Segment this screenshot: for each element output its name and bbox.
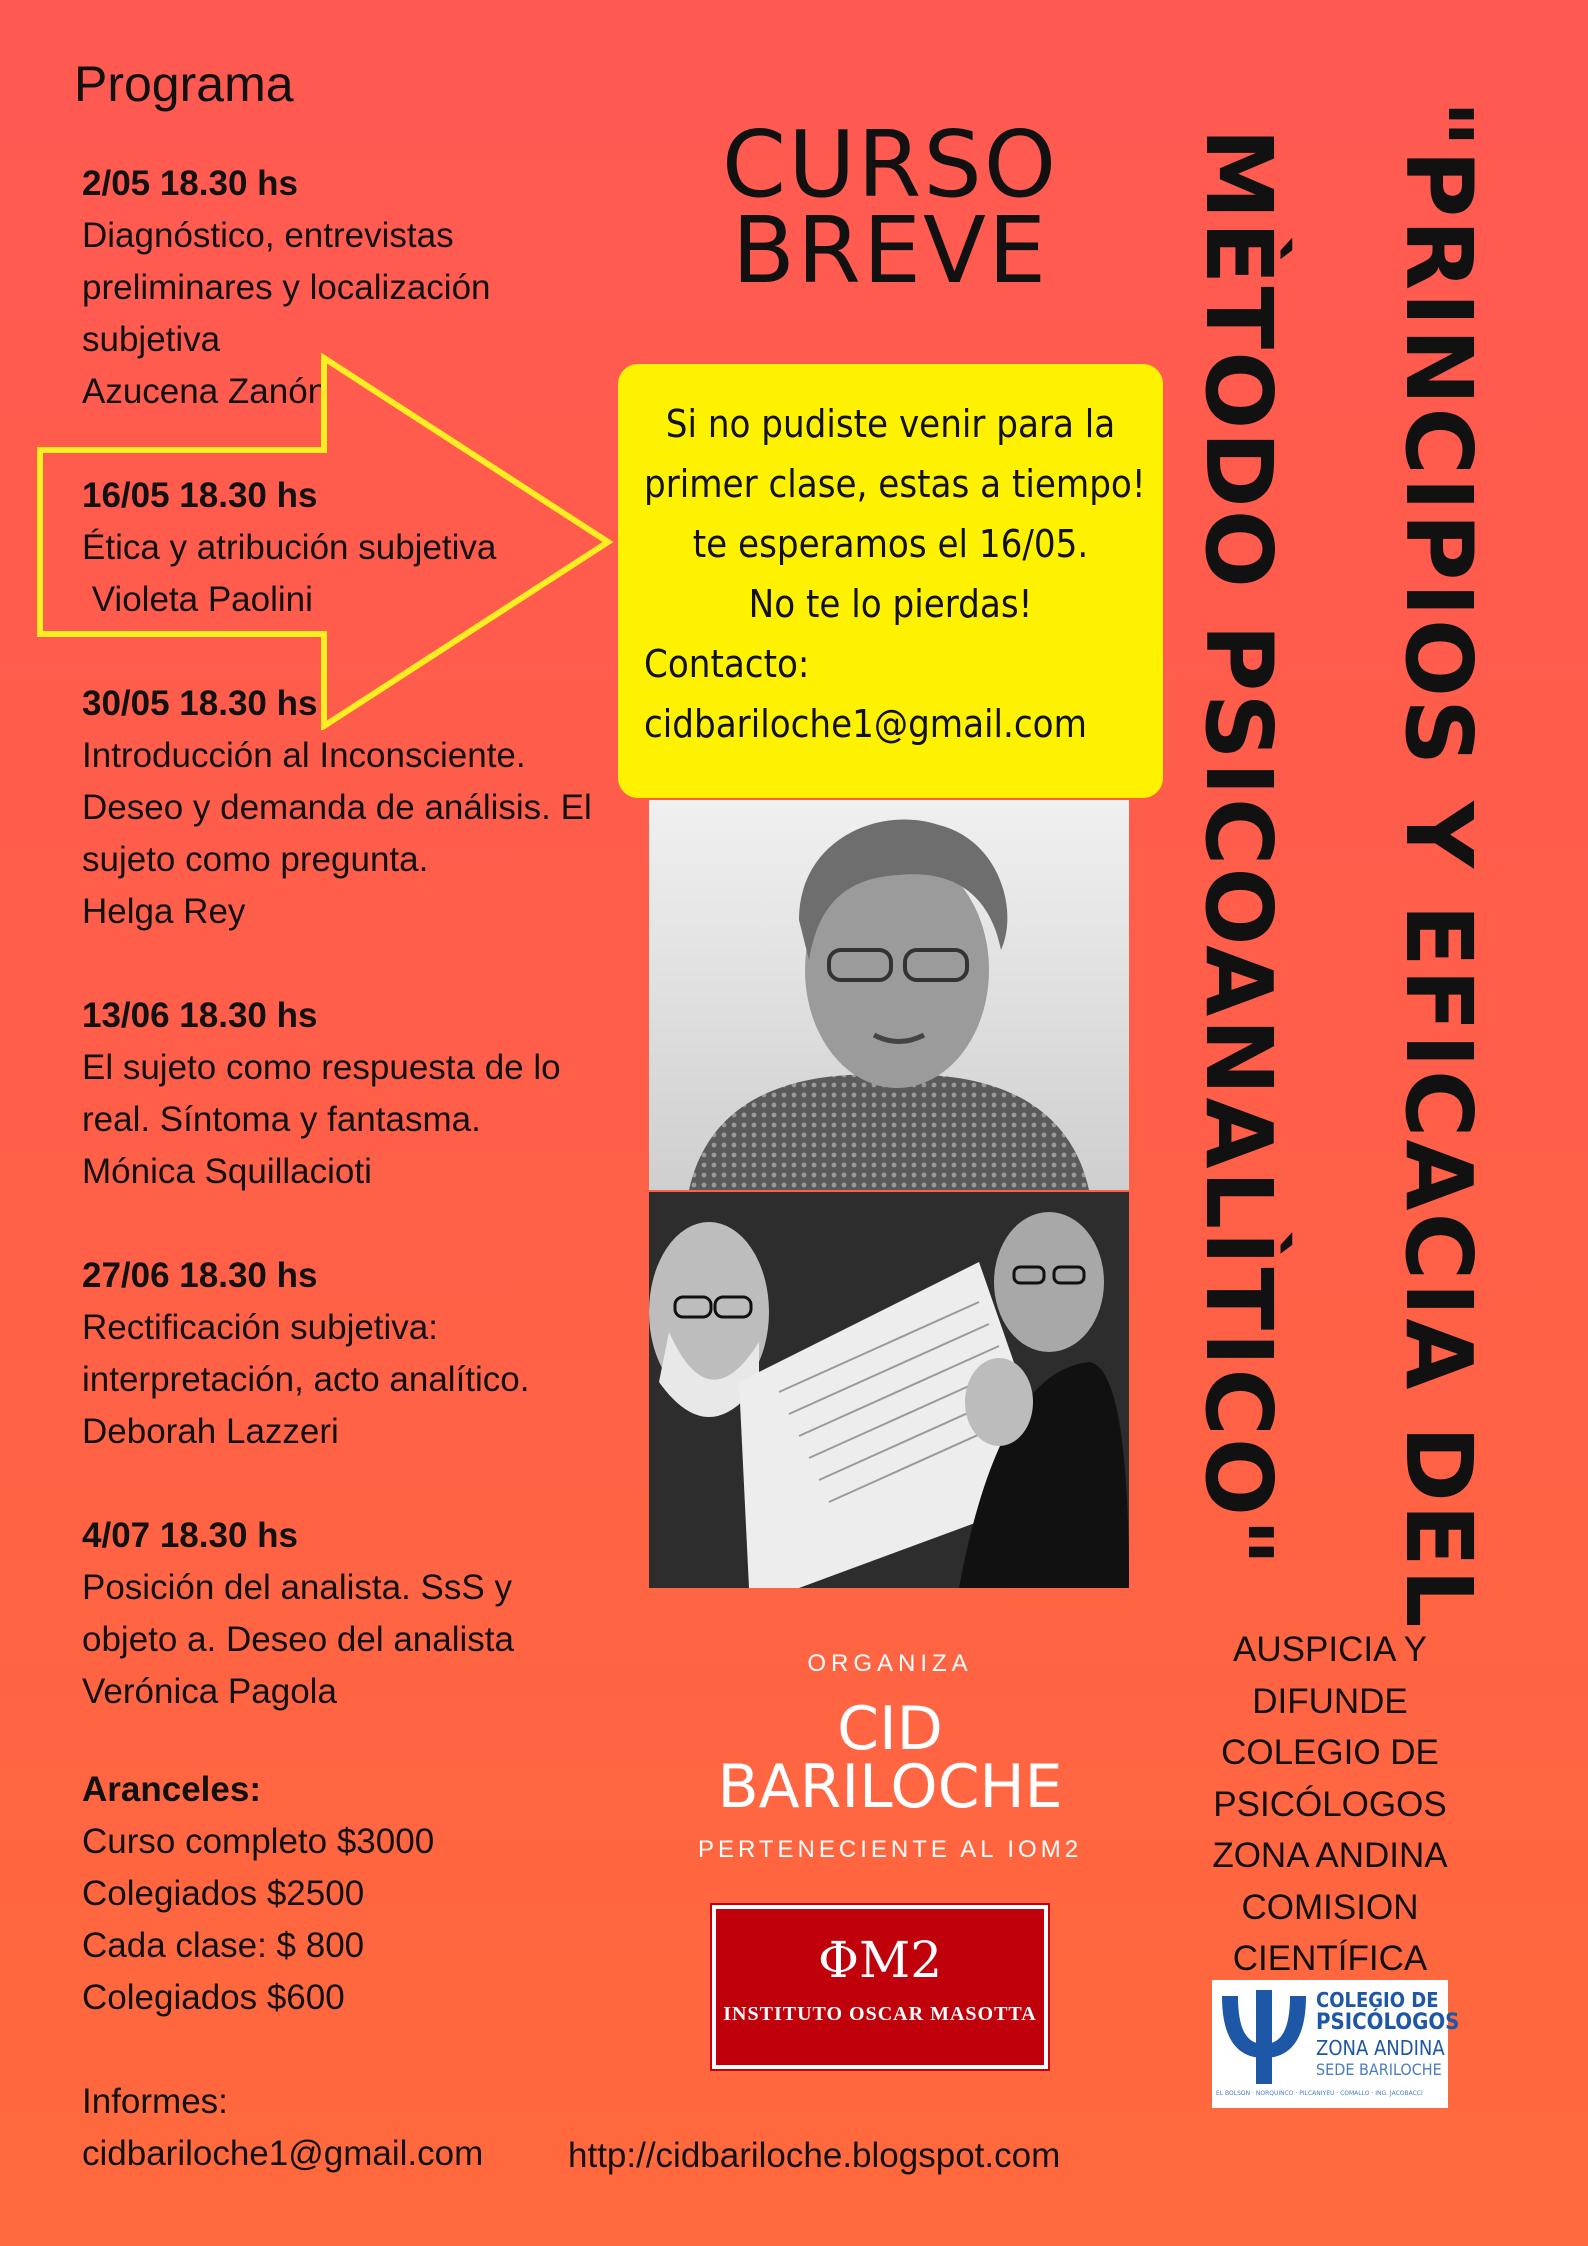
session-text-line: Deseo y demanda de análisis. El [82,788,592,827]
callout-line: primer clase, estas a tiempo! [644,462,1146,506]
session-date: 2/05 18.30 hs [82,164,298,203]
colegio-line4: SEDE BARILOCHE [1316,2060,1442,2079]
programa-title: Programa [74,56,294,112]
session-text-line: El sujeto como respuesta de lo [82,1048,561,1087]
session-text-line: Rectificación subjetiva: [82,1308,438,1347]
fee-item: Cada clase: $ 800 [82,1926,365,1965]
blog-url-link[interactable]: http://cidbariloche.blogspot.com [568,2136,1061,2175]
session-date: 16/05 18.30 hs [82,476,318,515]
sponsor-line: ZONA ANDINA [1212,1836,1448,1875]
callout-line: No te lo pierdas! [748,582,1033,626]
fee-item: Curso completo $3000 [82,1822,435,1861]
organizer-label: ORGANIZA [807,1650,973,1677]
yellow-arrow-icon [30,350,620,730]
organizer-affiliation: PERTENECIENTE AL IOM2 [697,1836,1083,1863]
course-label-line1: CURSO [721,111,1059,218]
informes-section [82,2076,483,2180]
sponsor-line: CIENTÍFICA [1232,1939,1428,1978]
fee-item: Colegiados $2500 [82,1874,365,1913]
photo-freud-lacan [649,1192,1129,1588]
fees-section [82,1764,434,2024]
organizer-name-line1: CID [837,1694,943,1764]
iom2-symbol: ΦM2 [818,1931,942,1989]
session-text-line: Helga Rey [82,892,246,931]
sponsor-line: PSICÓLOGOS [1213,1784,1447,1824]
program-session [82,1510,642,1718]
sponsor-text [1192,1624,1468,1985]
sponsor-line: COLEGIO DE [1221,1733,1439,1772]
colegio-psicologos-logo [1212,1980,1460,2108]
callout-contact-label: Contacto: [644,642,810,686]
organizer-name-line2: BARILOCHE [717,1752,1063,1822]
session-text-line: subjetiva [82,320,221,359]
sponsor-line: COMISION [1241,1887,1419,1927]
colegio-line2: PSICÓLOGOS [1316,2010,1460,2035]
callout-line: Si no pudiste venir para la [665,402,1116,446]
informes-email[interactable]: cidbariloche1@gmail.com [82,2134,484,2173]
session-text-line: Posición del analista. SsS y [82,1568,512,1607]
iom2-logo [712,1905,1048,2069]
sponsor-line: DIFUNDE [1252,1681,1408,1721]
callout-line: te esperamos el 16/05. [692,522,1089,566]
session-text-line: Azucena Zanón [82,372,328,411]
fee-item: Colegiados $600 [82,1978,345,2017]
sponsor-line: AUSPICIA Y [1233,1630,1427,1669]
session-date: 13/06 18.30 hs [82,996,318,1035]
callout-contact-email[interactable]: cidbariloche1@gmail.com [644,702,1087,746]
program-session [82,990,642,1198]
course-label-line2: BREVE [731,197,1049,304]
psi-icon [1216,1988,1312,2088]
callout-box [618,364,1163,798]
program-session [82,1250,642,1458]
organizer-logo [650,1694,1130,1822]
course-label [700,111,1080,304]
course-title-line2: MÈTODO PSICOANALÌTICO" [1185,128,1292,1569]
session-text-line: Verónica Pagola [82,1672,337,1711]
session-text-line: Introducción al Inconsciente. [82,736,526,775]
session-text-line: Ética y atribución subjetiva [82,528,497,567]
colegio-line1: COLEGIO DE [1316,1988,1439,2012]
iom2-name: INSTITUTO OSCAR MASOTTA [723,2003,1037,2025]
session-text-line: Violeta Paolini [82,580,313,619]
session-date: 4/07 18.30 hs [82,1516,298,1555]
colegio-line3: ZONA ANDINA [1316,2036,1445,2060]
session-date: 27/06 18.30 hs [82,1256,318,1295]
session-text-line: real. Síntoma y fantasma. [82,1100,481,1139]
session-text-line: objeto a. Deseo del analista [82,1620,514,1659]
portrait-photo-lacan [649,800,1129,1190]
session-text-line: sujeto como pregunta. [82,840,429,879]
fees-heading: Aranceles: [82,1770,261,1809]
session-text-line: Diagnóstico, entrevistas [82,216,454,255]
session-text-line: Deborah Lazzeri [82,1412,339,1451]
informes-label: Informes: [82,2082,228,2121]
session-text-line: preliminares y localización [82,268,491,307]
course-title-line1: "PRINCIPIOS Y EFICACIA DEL [1385,100,1492,1630]
session-date: 30/05 18.30 hs [82,684,318,723]
colegio-footer: EL BOLSÓN · ÑORQUINCO · PILCANIYEU · COMALLO · ING. JACOBACCI [1216,2090,1423,2097]
session-text-line: interpretación, acto analítico. [82,1360,530,1399]
session-text-line: Mónica Squillacioti [82,1152,372,1191]
